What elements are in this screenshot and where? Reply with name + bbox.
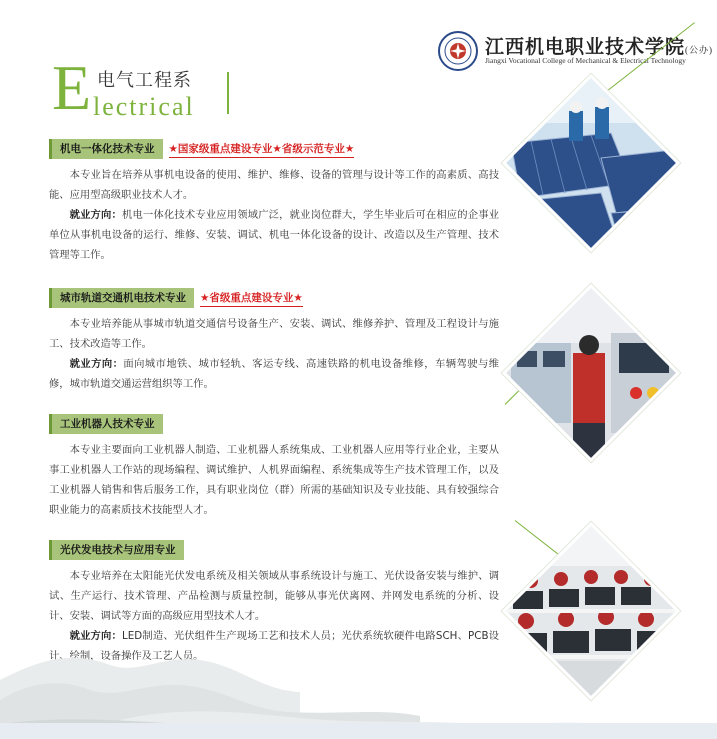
section-intro: 本专业旨在培养从事机电设备的使用、维护、维修、设备的管理与设计等工作的高素质、高技能、应用型高级职业技术人才。 xyxy=(49,169,499,201)
section-employment: 就业方向：机电一体化技术专业应用领域广泛，就业岗位群大，学生毕业后可在相应的企事业单位从事机电设备的运行、维修、安装、调试、机电一体化设备的设计、改造以及生产管理、技术管理等工作。 xyxy=(49,209,500,261)
section-label: 光伏发电技术与应用专业 xyxy=(49,540,184,560)
section-label: 工业机器人技术专业 xyxy=(49,414,163,434)
section-intro: 本专业培养能从事城市轨道交通信号设备生产、安装、调试、维修养护、管理及工程设计与施工、技术改造等工作。 xyxy=(49,318,499,350)
school-logo-block xyxy=(437,30,714,70)
section-urban-rail xyxy=(49,286,499,394)
section-industrial-robot xyxy=(49,412,499,520)
bottom-strip xyxy=(0,723,717,739)
section-intro: 本专业主要面向工业机器人制造、工业机器人系统集成、工业机器人应用等行业企业，主要从事工业机器人工作站的现场编程、调试维护、人机界面编程、系统集成等生产技术管理工作，以及工业机器人销售和售后服务工作，具有职业岗位（群）所需的基础知识及专业技能、具有较强综合职业能力的高素质技术技能型人才。 xyxy=(49,444,499,516)
section-label: 城市轨道交通机电技术专业 xyxy=(49,288,194,308)
school-name-english: Jiangxi Vocational College of Mechanical & Electrical Technology xyxy=(485,56,686,65)
department-title: 电气工程系 xyxy=(97,70,192,91)
school-name-chinese: 江西机电职业技术学院(公办) xyxy=(485,37,714,58)
section-employment: 就业方向：LED制造、光伏组件生产现场工艺和技术人员；光伏系统软硬件电路SCH、PCB设计、绘制，设备操作及工艺人员。 xyxy=(49,630,499,662)
section-mechatronics xyxy=(49,137,499,265)
school-seal-icon xyxy=(437,30,479,72)
department-english: lectrical xyxy=(93,92,195,121)
section-employment: 就业方向：面向城市地铁、城市轻轨、客运专线、高速铁路的机电设备维修，车辆驾驶与维修，城市轨道交通运营组织等工作。 xyxy=(49,358,500,390)
ink-landscape-decoration xyxy=(0,620,717,739)
rail-equipment-lab-photo xyxy=(502,284,680,462)
section-badge: ★省级重点建设专业★ xyxy=(200,291,303,307)
section-label: 机电一体化技术专业 xyxy=(49,139,163,159)
section-intro: 本专业培养在太阳能光伏发电系统及相关领域从事系统设计与施工、光伏设备安装与维护、调试、生产运行、技术管理、产品检测与质量控制，能够从事光伏离网、并网发电系统的分析、设计、安装、调试等方面的高级应用型技术人才。 xyxy=(49,570,499,622)
section-badge: ★国家级重点建设专业★省级示范专业★ xyxy=(169,142,355,158)
title-divider xyxy=(227,72,229,114)
big-letter-e: E xyxy=(52,52,92,123)
solar-panel-workers-photo xyxy=(502,74,680,252)
